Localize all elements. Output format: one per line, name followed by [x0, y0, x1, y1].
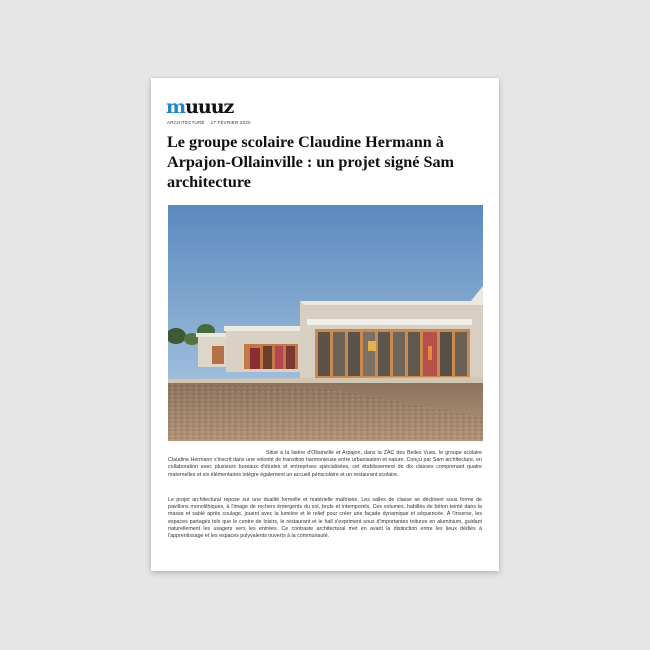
article-date: 17 FÉVRIER 2020 — [210, 120, 251, 125]
article-category: ARCHITECTURE — [167, 120, 205, 125]
article-paragraph: Le projet architectural repose sur une dualité formelle et matérielle maîtrisée. Les salles de classe se déclinent sous forme de pavillons monolithiques, à l'image de rochers émergents du sol, bruts et intemporels. Ces volumes, habillés de béton teinté dans la masse et sablé après coulage, jouent avec la lumière et le relief pour créer une façade dynamique et séquencée. À l'inverse, les espaces partagés tels que le centre de loisirs, le restaurant et le hall s'expriment sous d'importantes toitures en aluminium, guidant naturellement les usagers vers les entrées. Ce contraste architectural met en avant la distinction entre les lieux dédiés à l'apprentissage et les espaces polyvalents ouverts à la communauté. — [168, 497, 482, 540]
muuuz-logo — [166, 96, 234, 118]
article-paragraph: Situé à la lisière d'Ollainville et Arpajon, dans la ZAC des Belles Vues, le groupe scolaire Claudine Hermann s'inscrit dans une volonté de transition harmonieuse entre urbanisation et nature. Conçu par Sam architecture, en collaboration avec plusieurs bureaux d'études et entreprises spécialisées, cet établissement de dix classes comprenant quatre maternelles et six élémentaires intègre également un accueil périscolaire et un restaurant scolaire. — [168, 450, 482, 478]
article-title: Le groupe scolaire Claudine Hermann à Arpajon-Ollainville : un projet signé Sam architecture — [167, 133, 455, 191]
far-pavilion — [196, 333, 230, 367]
logo-letter-m: m — [166, 96, 186, 118]
magazine-page — [151, 78, 499, 571]
logo-letters-rest: uuuz — [185, 96, 234, 118]
middle-pavilion — [224, 326, 304, 372]
article-meta — [167, 120, 251, 125]
school-building-photo — [168, 205, 483, 441]
